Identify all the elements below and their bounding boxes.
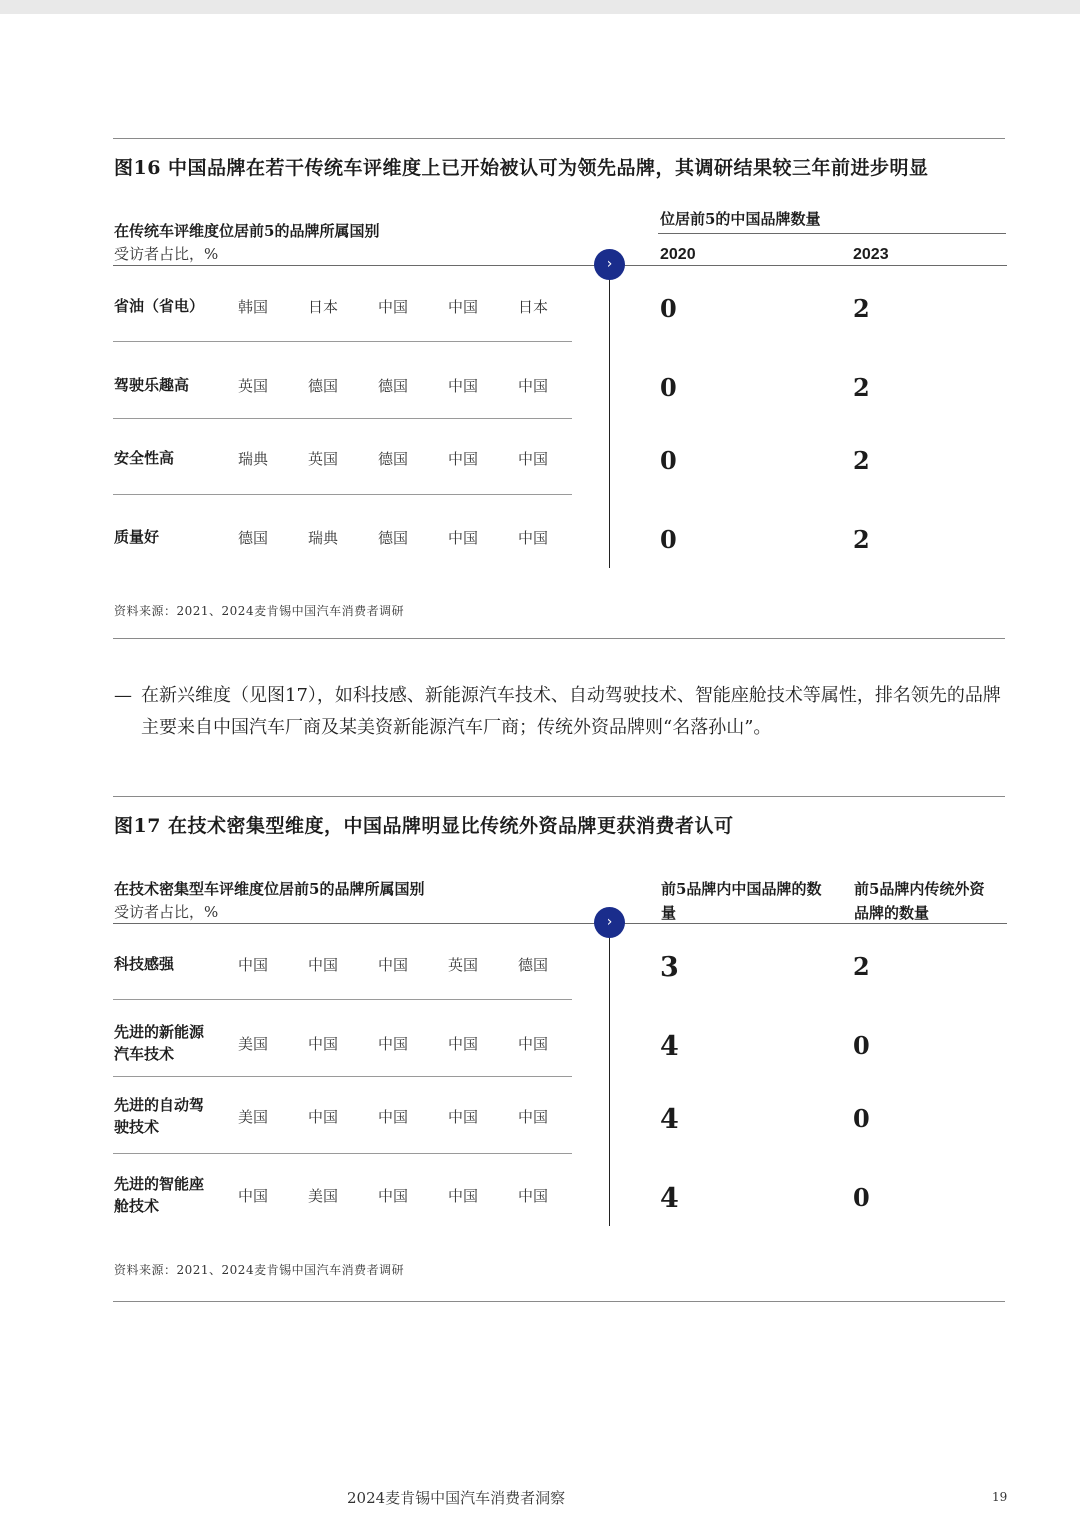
country-cell: 中国	[378, 1035, 409, 1053]
country-cell: 中国	[308, 1108, 339, 1126]
fig17-title: 图17 在技术密集型维度，中国品牌明显比传统外资品牌更获消费者认可	[114, 815, 734, 837]
country-cell: 中国	[448, 529, 479, 547]
count-chinese: 4	[660, 1183, 679, 1214]
count-2020: 0	[660, 373, 677, 402]
country-cell: 中国	[448, 1108, 479, 1126]
country-cell: 日本	[518, 298, 549, 316]
count-2023: 2	[853, 446, 870, 475]
country-cell: 中国	[518, 377, 549, 395]
country-cell: 中国	[238, 1187, 269, 1205]
country-cell: 德国	[378, 529, 409, 547]
fig16-unit: 受访者占比，%	[114, 245, 219, 263]
fig17-bottom-rule	[113, 1301, 1005, 1302]
country-cell: 中国	[518, 1187, 549, 1205]
country-cell: 瑞典	[238, 450, 269, 468]
fig16-row-label: 省油（省电）	[114, 297, 205, 315]
fig17-top-rule	[113, 796, 1005, 797]
bullet-text: 在新兴维度（见图17），如科技感、新能源汽车技术、自动驾驶技术、智能座舱技术等属性，排名领先的品牌主要来自中国汽车厂商及某美资新能源汽车厂商；传统外资品牌则“名落孙山”。	[141, 685, 1001, 738]
country-cell: 德国	[518, 956, 549, 974]
count-chinese: 4	[660, 1104, 679, 1135]
count-2023: 2	[853, 294, 870, 323]
fig16-row-label: 质量好	[114, 528, 160, 546]
country-cell: 韩国	[238, 298, 269, 316]
country-cell: 中国	[378, 298, 409, 316]
row-rule	[113, 1076, 572, 1077]
bullet-paragraph	[114, 680, 1004, 744]
country-cell: 德国	[308, 377, 339, 395]
country-cell: 中国	[448, 1035, 479, 1053]
fig17-row-label: 先进的智能座舱技术	[114, 1175, 205, 1215]
country-cell: 中国	[308, 1035, 339, 1053]
fig16-title: 图16 中国品牌在若干传统车评维度上已开始被认可为领先品牌，其调研结果较三年前进步明显	[114, 157, 929, 179]
row-rule	[113, 494, 572, 495]
count-chinese: 3	[660, 952, 679, 983]
top-bar	[0, 0, 1080, 14]
fig16-right-header-rule	[658, 233, 1006, 234]
fig17-divider	[609, 923, 610, 1226]
count-foreign: 0	[853, 1183, 870, 1212]
count-2023: 2	[853, 373, 870, 402]
count-foreign: 0	[853, 1031, 870, 1060]
country-cell: 美国	[238, 1035, 269, 1053]
row-rule	[113, 999, 572, 1000]
row-rule	[113, 1153, 572, 1154]
count-2020: 0	[660, 294, 677, 323]
count-2023: 2	[853, 525, 870, 554]
country-cell: 中国	[448, 450, 479, 468]
fig16-top-rule	[113, 138, 1005, 139]
bullet-dash: —	[114, 685, 132, 706]
country-cell: 中国	[378, 956, 409, 974]
fig17-left-header: 在技术密集型车评维度位居前5的品牌所属国别	[114, 880, 425, 898]
fig16-row-label: 安全性高	[114, 449, 175, 467]
country-cell: 德国	[378, 377, 409, 395]
chevron-right-icon: ›	[594, 907, 625, 938]
count-2020: 0	[660, 446, 677, 475]
country-cell: 英国	[238, 377, 269, 395]
row-rule	[113, 341, 572, 342]
fig16-col-2020: 2020	[660, 246, 696, 263]
fig17-row-label: 科技感强	[114, 955, 175, 973]
footer-title: 2024麦肯锡中国汽车消费者洞察	[347, 1489, 566, 1507]
fig16-source: 资料来源：2021、2024麦肯锡中国汽车消费者调研	[114, 604, 405, 618]
fig17-source: 资料来源：2021、2024麦肯锡中国汽车消费者调研	[114, 1263, 405, 1277]
country-cell: 中国	[448, 298, 479, 316]
fig17-col-foreign-count: 前5品牌内传统外资品牌的数量	[854, 880, 985, 922]
country-cell: 美国	[238, 1108, 269, 1126]
fig17-row-label: 先进的自动驾驶技术	[114, 1096, 205, 1136]
fig16-col-2023: 2023	[853, 246, 889, 263]
fig17-unit: 受访者占比，%	[114, 903, 219, 921]
country-cell: 中国	[518, 529, 549, 547]
fig16-bottom-rule	[113, 638, 1005, 639]
chevron-right-icon: ›	[594, 249, 625, 280]
fig16-header-rule	[113, 265, 1007, 266]
country-cell: 中国	[448, 377, 479, 395]
count-chinese: 4	[660, 1031, 679, 1062]
page-number: 19	[992, 1490, 1008, 1504]
fig16-divider	[609, 265, 610, 568]
count-2020: 0	[660, 525, 677, 554]
fig16-right-header: 位居前5的中国品牌数量	[660, 210, 821, 228]
fig16-left-header: 在传统车评维度位居前5的品牌所属国别	[114, 222, 380, 240]
country-cell: 德国	[238, 529, 269, 547]
country-cell: 中国	[378, 1187, 409, 1205]
fig17-header-rule	[113, 923, 1007, 924]
country-cell: 中国	[308, 956, 339, 974]
country-cell: 英国	[308, 450, 339, 468]
country-cell: 德国	[378, 450, 409, 468]
country-cell: 中国	[378, 1108, 409, 1126]
country-cell: 中国	[518, 1108, 549, 1126]
country-cell: 中国	[518, 1035, 549, 1053]
country-cell: 中国	[448, 1187, 479, 1205]
country-cell: 中国	[518, 450, 549, 468]
count-foreign: 0	[853, 1104, 870, 1133]
country-cell: 美国	[308, 1187, 339, 1205]
row-rule	[113, 418, 572, 419]
country-cell: 瑞典	[308, 529, 339, 547]
fig17-col-chinese-count: 前5品牌内中国品牌的数量	[661, 880, 822, 922]
country-cell: 日本	[308, 298, 339, 316]
country-cell: 中国	[238, 956, 269, 974]
fig16-row-label: 驾驶乐趣高	[114, 376, 190, 394]
count-foreign: 2	[853, 952, 870, 981]
country-cell: 英国	[448, 956, 479, 974]
fig17-row-label: 先进的新能源汽车技术	[114, 1023, 205, 1063]
